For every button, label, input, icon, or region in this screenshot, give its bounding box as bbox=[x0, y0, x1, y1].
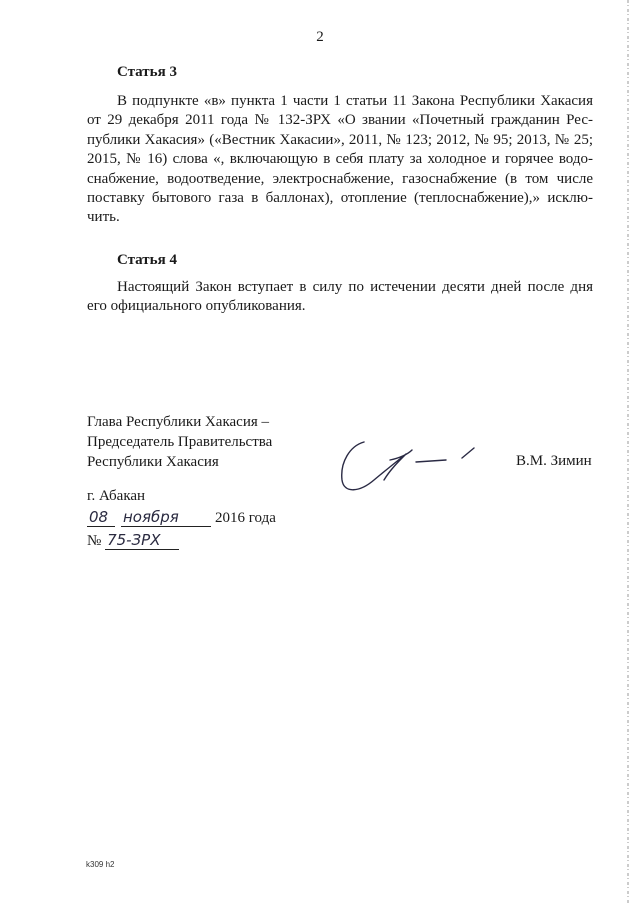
signing-date bbox=[87, 508, 276, 527]
article-3-line: снабжение, водоотведение, электроснабжение, газоснабжение (в том числе bbox=[87, 170, 593, 187]
article-4-line: Настоящий Закон вступает в силу по истечении десяти дней после дня bbox=[117, 279, 593, 295]
date-year: 2016 года bbox=[215, 510, 276, 526]
handwritten-signature bbox=[336, 440, 486, 498]
law-number-handwritten: 75-ЗРХ bbox=[105, 531, 179, 550]
article-3-text bbox=[87, 92, 593, 228]
page-number: 2 bbox=[316, 29, 324, 45]
law-number bbox=[87, 531, 179, 550]
article-4-text bbox=[87, 278, 593, 317]
article-3-line: чить. bbox=[87, 209, 120, 226]
article-3-line: поставку бытового газа в баллонах), отопление (теплоснабжение),» исклю- bbox=[87, 190, 593, 207]
article-3-line: от 29 декабря 2011 года № 132-ЗРХ «О звании «Почетный гражданин Рес- bbox=[87, 112, 593, 129]
signatory-title bbox=[87, 412, 272, 472]
signatory-title-line: Председатель Правительства bbox=[87, 434, 273, 450]
signatory-title-line: Глава Республики Хакасия – bbox=[87, 414, 270, 430]
signatory-title-line: Республики Хакасия bbox=[87, 454, 219, 470]
law-number-prefix: № bbox=[87, 533, 102, 549]
article-4-line: его официального опубликования. bbox=[87, 298, 306, 315]
article-3-line: В подпункте «в» пункта 1 части 1 статьи 11 Закона Республики Хакасия bbox=[117, 93, 593, 109]
date-month-handwritten: ноября bbox=[121, 508, 211, 527]
article-3-line: публики Хакасия» («Вестник Хакасии», 2011, № 123; 2012, № 95; 2013, № 25; bbox=[87, 131, 593, 148]
city-label: г. Абакан bbox=[87, 488, 146, 504]
scan-edge-line bbox=[626, 0, 630, 905]
footer-code: k309 h2 bbox=[86, 860, 115, 869]
article-4-heading: Статья 4 bbox=[117, 252, 177, 268]
signatory-name: В.М. Зимин bbox=[516, 453, 592, 469]
article-3-heading: Статья 3 bbox=[117, 64, 177, 80]
article-3-line: 2015, № 16) слова «, включающую в себя плату за холодное и горячее водо- bbox=[87, 151, 593, 168]
date-day-handwritten: 08 bbox=[87, 508, 115, 527]
